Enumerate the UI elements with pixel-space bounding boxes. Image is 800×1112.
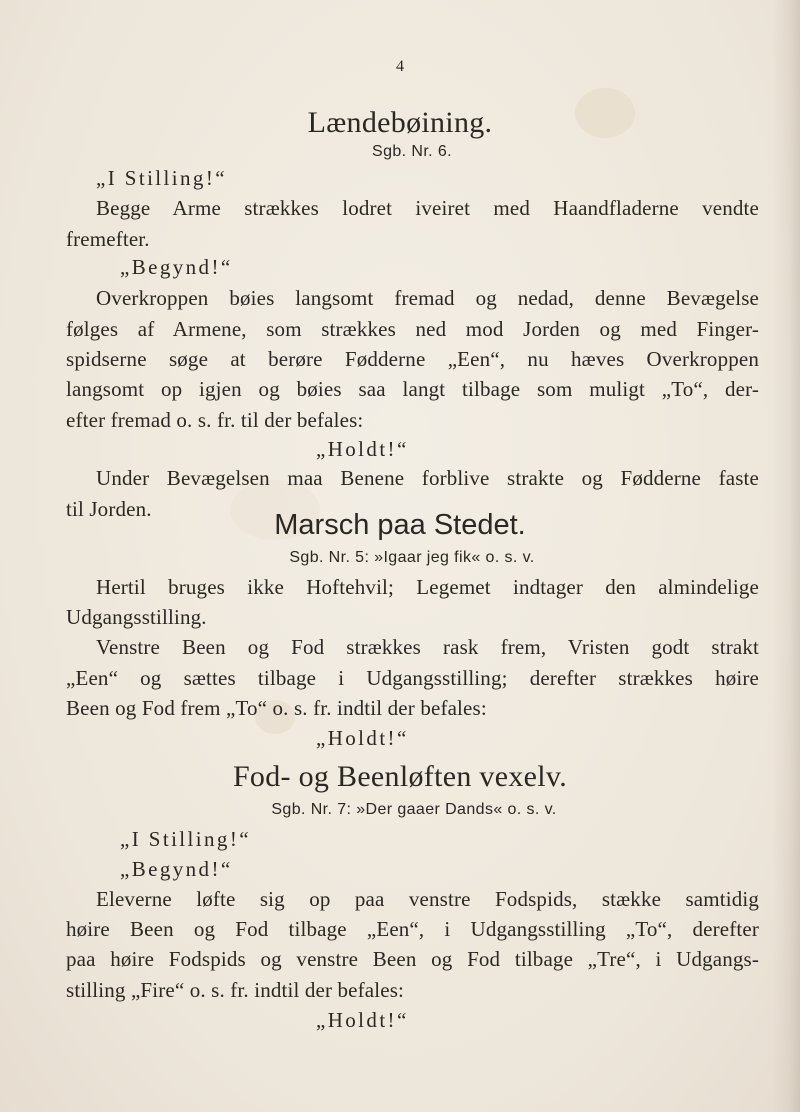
section-heading: Lændebøining.	[307, 106, 493, 139]
text-line: til Jorden.	[66, 497, 152, 521]
text-line: Eleverne løfte sig op paa venstre Fodspids, stække samtidig	[96, 887, 759, 911]
text-line: Been og Fod frem „To“ o. s. fr. indtil der befales:	[66, 696, 487, 720]
text-line: Under Bevægelsen maa Benene forblive strakte og Fødderne faste	[96, 466, 759, 490]
page-number: 4	[396, 58, 404, 75]
text-line: langsomt op igjen og bøies saa langt tilbage som muligt „To“, der-	[66, 377, 759, 401]
text-line: Venstre Been og Fod strækkes rask frem, Vristen godt strakt	[96, 635, 759, 659]
text-line: Hertil bruges ikke Hoftehvil; Legemet indtager den almindelige	[96, 575, 759, 599]
text-line: høire Been og Fod tilbage „Een“, i Udgangsstilling „To“, derefter	[66, 917, 759, 941]
section-heading: Fod- og Beenløften vexelv.	[232, 760, 568, 793]
text-line: følges af Armene, som strækkes ned mod Jorden og med Finger-	[66, 317, 759, 341]
text-line: Overkroppen bøies langsomt fremad og nedad, denne Bevægelse	[96, 286, 759, 310]
text-line: spidserne søge at berøre Fødderne „Een“, nu hæves Overkroppen	[66, 347, 759, 371]
command-line: „I Stilling!“	[120, 827, 251, 851]
text-line: fremefter.	[66, 227, 150, 251]
text-line: efter fremad o. s. fr. til der befales:	[66, 408, 364, 432]
song-reference: Sgb. Nr. 6.	[372, 143, 452, 160]
command-line: „Begynd!“	[120, 255, 233, 279]
command-line: „Holdt!“	[316, 437, 409, 461]
text-line: Begge Arme strækkes lodret iveiret med Haandfladerne vendte	[96, 196, 759, 220]
song-reference: Sgb. Nr. 5: »Igaar jeg fik« o. s. v.	[289, 549, 535, 566]
command-line: „Begynd!“	[120, 857, 233, 881]
command-line: „I Stilling!“	[96, 166, 227, 190]
text-line: paa høire Fodspids og venstre Been og Fod tilbage „Tre“, i Udgangs-	[66, 947, 759, 971]
command-line: „Holdt!“	[316, 1008, 409, 1032]
text-line: stilling „Fire“ o. s. fr. indtil der befales:	[66, 978, 405, 1002]
section-heading: Marsch paa Stedet.	[274, 509, 526, 541]
text-line: Udgangsstilling.	[66, 605, 207, 629]
command-line: „Holdt!“	[316, 726, 409, 750]
text-line: „Een“ og sættes tilbage i Udgangsstilling; derefter strækkes høire	[66, 666, 759, 690]
song-reference: Sgb. Nr. 7: »Der gaaer Dands« o. s. v.	[271, 801, 557, 818]
